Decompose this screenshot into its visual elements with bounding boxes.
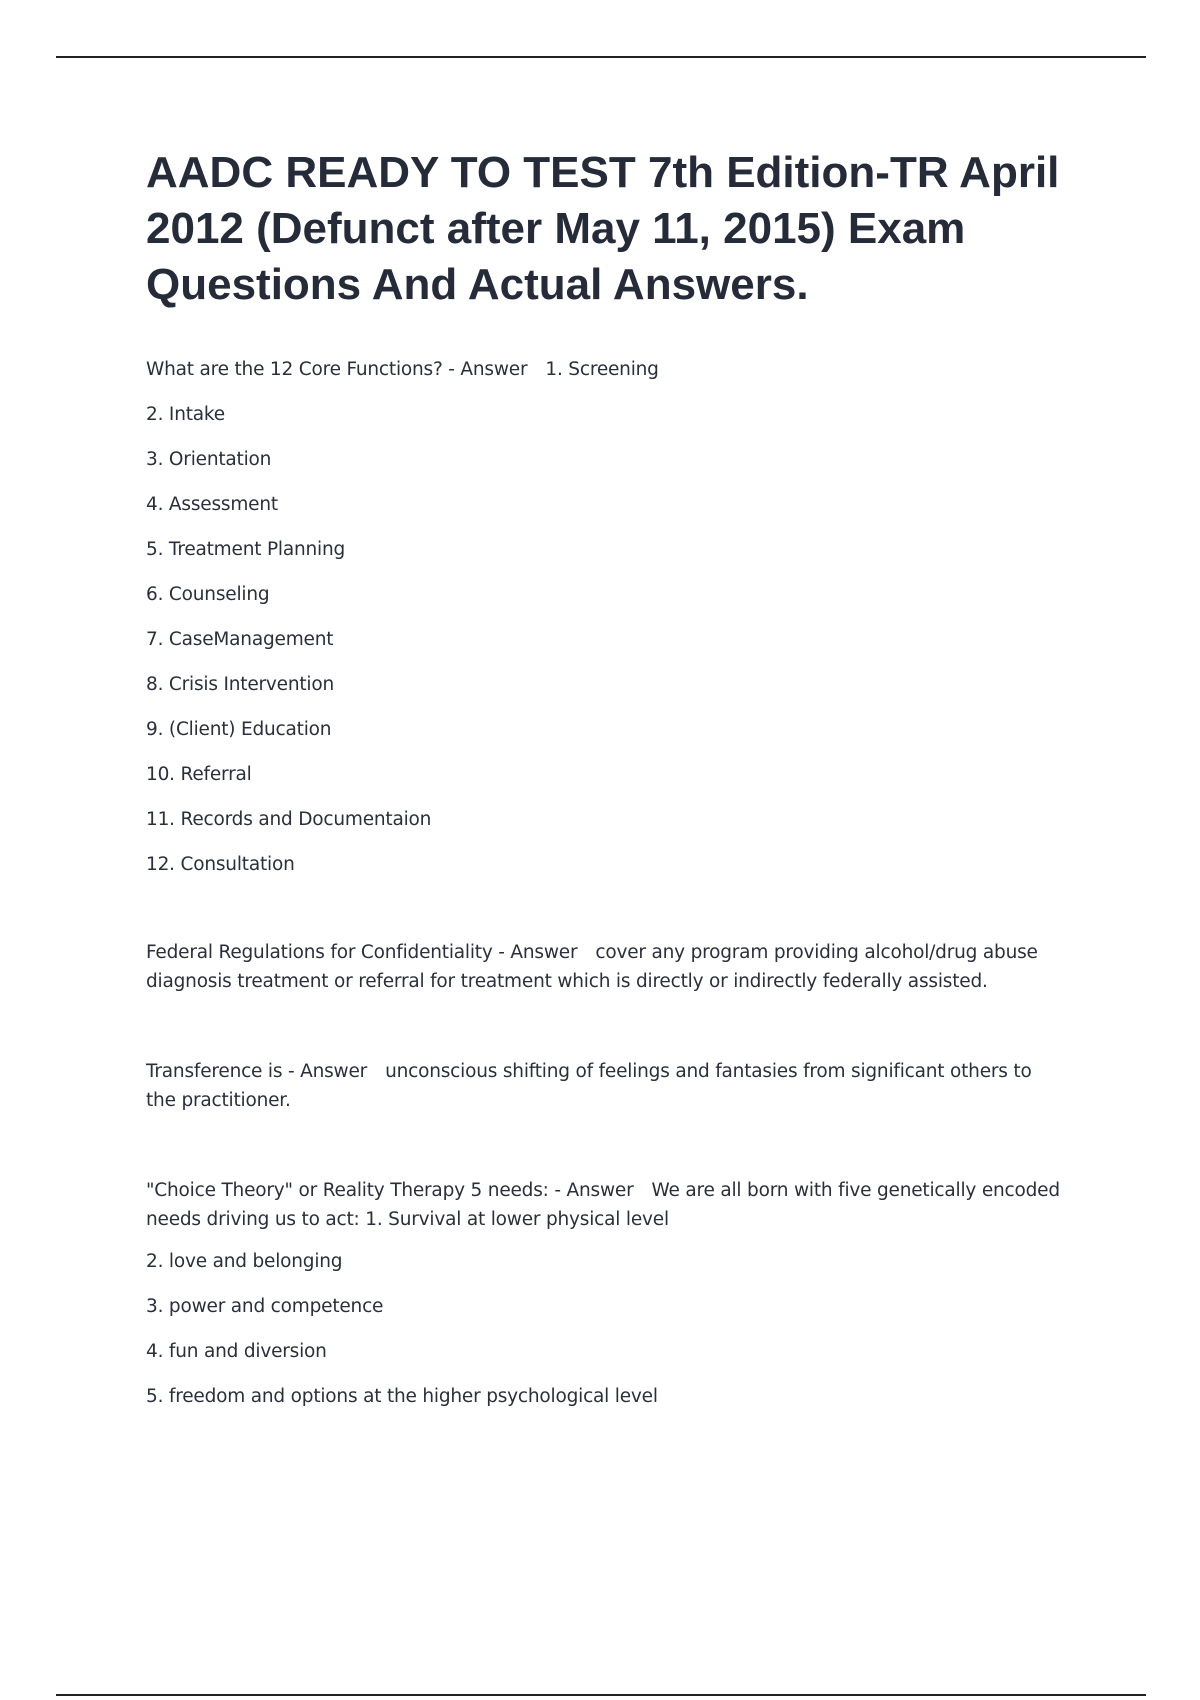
question-text: Federal Regulations for Confidentiality - Answer bbox=[146, 942, 578, 963]
answer-text: We are all born with five genetically encoded needs driving us to act: 1. Survival at lower physical level bbox=[146, 1180, 1060, 1230]
answer-text: unconscious shifting of feelings and fantasies from significant others to the practitioner. bbox=[146, 1061, 1032, 1111]
qa-confidentiality bbox=[146, 938, 1066, 996]
qa-choice-theory bbox=[146, 1176, 1066, 1428]
answer-text: 1. Screening bbox=[545, 359, 659, 380]
bottom-divider bbox=[56, 1694, 1146, 1696]
list-item: 3. Orientation bbox=[146, 449, 272, 470]
top-divider bbox=[56, 56, 1146, 58]
list-item: 4. fun and diversion bbox=[146, 1341, 327, 1362]
list-item: 2. love and belonging bbox=[146, 1251, 343, 1272]
document-body bbox=[146, 356, 1066, 1428]
qa-paragraph bbox=[146, 1176, 1066, 1234]
question-text: Transference is - Answer bbox=[146, 1061, 368, 1082]
list-item: 10. Referral bbox=[146, 764, 252, 785]
list-item: 5. freedom and options at the higher psychological level bbox=[146, 1386, 658, 1407]
list-item: 2. Intake bbox=[146, 404, 225, 425]
qa-core-functions bbox=[146, 356, 1066, 896]
list-item: 9. (Client) Education bbox=[146, 719, 332, 740]
qa-paragraph bbox=[146, 938, 1066, 996]
list-item: 6. Counseling bbox=[146, 584, 270, 605]
page-title: AADC READY TO TEST 7th Edition-TR April 2012 (Defunct after May 11, 2015) Exam Questions And Actual Answers. bbox=[146, 148, 1060, 309]
answer-text: cover any program providing alcohol/drug abuse diagnosis treatment or referral for treatment which is directly or indirectly federally assisted. bbox=[146, 942, 1038, 992]
qa-line bbox=[146, 356, 1066, 401]
list-item: 5. Treatment Planning bbox=[146, 539, 346, 560]
list-item: 7. CaseManagement bbox=[146, 629, 334, 650]
list-item: 8. Crisis Intervention bbox=[146, 674, 335, 695]
list-item: 12. Consultation bbox=[146, 854, 295, 875]
question-text: What are the 12 Core Functions? - Answer bbox=[146, 359, 528, 380]
list-item: 4. Assessment bbox=[146, 494, 278, 515]
qa-transference bbox=[146, 1057, 1066, 1115]
question-text: "Choice Theory" or Reality Therapy 5 needs: - Answer bbox=[146, 1180, 634, 1201]
qa-paragraph bbox=[146, 1057, 1066, 1115]
list-item: 11. Records and Documentaion bbox=[146, 809, 432, 830]
list-item: 3. power and competence bbox=[146, 1296, 384, 1317]
